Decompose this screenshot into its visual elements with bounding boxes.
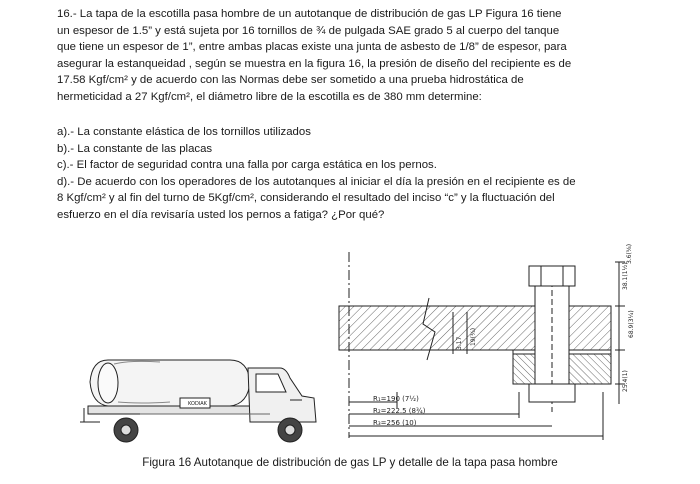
radius-label-r3: R₃=256 (10) bbox=[373, 419, 417, 427]
problem-line: 16.- La tapa de la escotilla pasa hombre de un autotanque de distribución de gas LP Figura 16 tiene bbox=[57, 8, 562, 20]
truck-brand-label: KODIAK bbox=[188, 401, 207, 407]
truck-illustration bbox=[80, 342, 330, 452]
question-b: b).- La constante de las placas bbox=[57, 142, 213, 155]
problem-line: asegurar la estanqueidad , según se muestra en la figura 16, la presión de diseño del recipiente es de bbox=[57, 57, 572, 70]
question-d-cont: esfuerzo en el día revisaría usted los pernos a fatiga? ¿Por qué? bbox=[57, 208, 385, 221]
dim-label-offset: 19(¾) bbox=[470, 327, 477, 346]
dim-label-cover-thickness: 38.1(1½) bbox=[622, 262, 629, 290]
radius-label-r1: R₁=190 (7½) bbox=[373, 395, 419, 403]
dim-label-body-thickness: 25.4(1) bbox=[622, 370, 629, 392]
dim-label-total: 68.9(3¼) bbox=[628, 310, 635, 338]
question-a: a).- La constante elástica de los tornillos utilizados bbox=[57, 126, 311, 138]
dim-label-gasket: 3.17 bbox=[456, 336, 463, 350]
dim-label-bolt-head: 3.6(⅝) bbox=[626, 243, 633, 264]
problem-line: que tiene un espesor de 1”, entre ambas placas existe una junta de asbesto de 1/8” de espesor, para bbox=[57, 41, 567, 53]
problem-line: hermeticidad a 27 Kgf/cm², el diámetro libre de la escotilla es de 380 mm determine: bbox=[57, 90, 482, 103]
question-c: c).- El factor de seguridad contra una falla por carga estática en los pernos. bbox=[57, 159, 437, 171]
problem-statement bbox=[57, 6, 647, 105]
question-d: d).- De acuerdo con los operadores de los autotanques al iniciar el día la presión en el recipiente es de bbox=[57, 175, 576, 188]
radius-label-r2: R₂=222.5 (8¾) bbox=[373, 407, 426, 415]
question-d-cont: 8 Kgf/cm² y al fin del turno de 5Kgf/cm², considerando el resultado del inciso “c” y la fluctuación del bbox=[57, 192, 555, 204]
problem-line: un espesor de 1.5” y está sujeta por 16 tornillos de ¾ de pulgada SAE grado 5 al cuerpo del tanque bbox=[57, 24, 560, 37]
problem-line: 17.58 Kgf/cm² y de acuerdo con las Normas debe ser sometido a una prueba hidrostática de bbox=[57, 74, 524, 86]
hatch-detail-drawing bbox=[333, 242, 633, 444]
figure-caption: Figura 16 Autotanque de distribución de gas LP y detalle de la tapa pasa hombre bbox=[142, 456, 558, 469]
question-list bbox=[57, 124, 647, 223]
